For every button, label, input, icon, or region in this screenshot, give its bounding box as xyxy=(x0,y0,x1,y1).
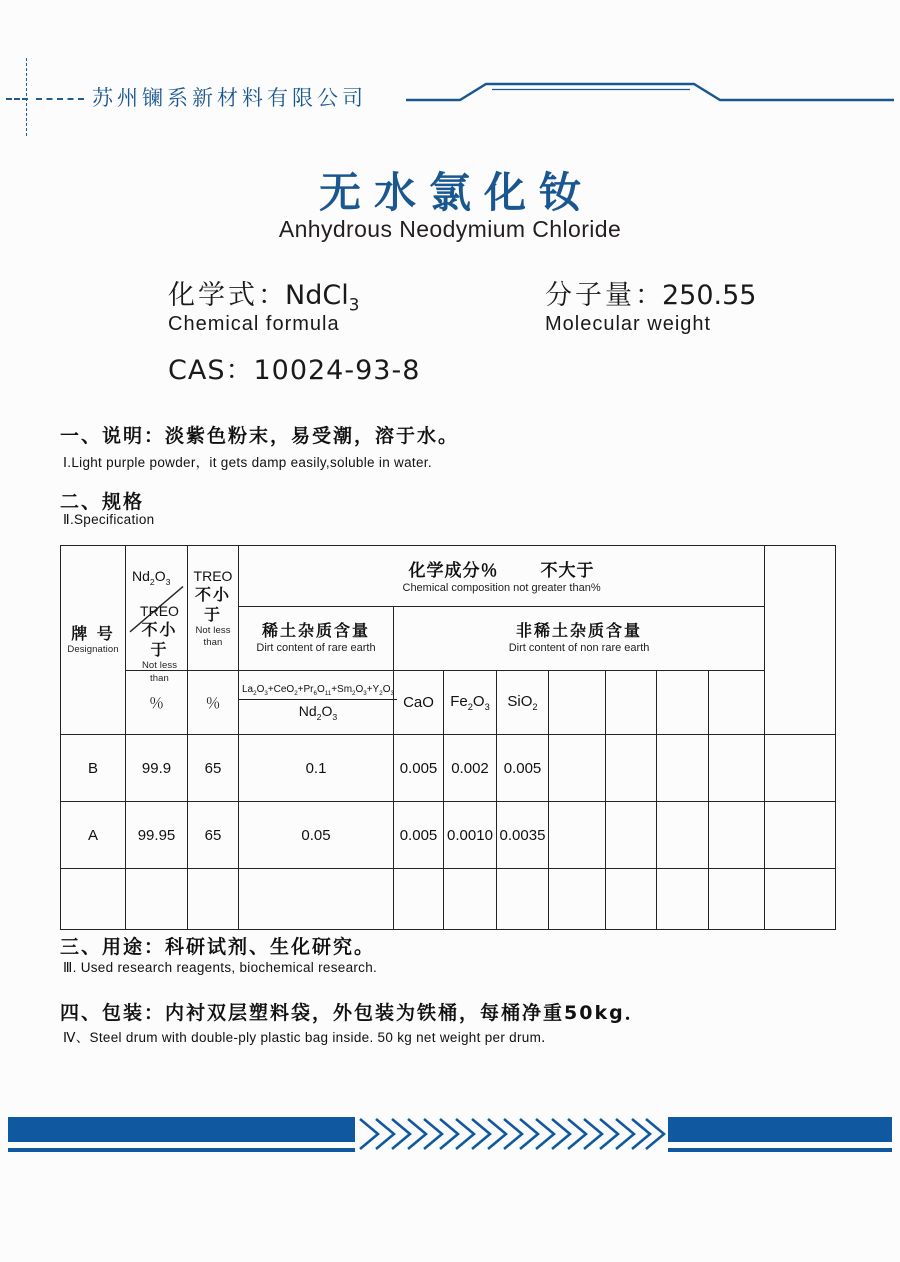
header-percent-col2: ％ xyxy=(126,671,188,735)
header-percent-col3: ％ xyxy=(188,671,239,735)
cell-nd2o3 xyxy=(126,869,188,930)
cell-nd2o3: 99.95 xyxy=(126,802,188,869)
not-less-than-en-col2: Not less than xyxy=(141,660,178,684)
cell-cao xyxy=(394,869,444,930)
header-blank-1 xyxy=(549,671,606,735)
molecular-weight-value: 250.55 xyxy=(662,280,757,311)
chem-composition-cn-a: 化学成分％ xyxy=(408,561,499,582)
header-sio2: SiO$_2$ xyxy=(497,671,549,735)
impurity-fraction xyxy=(239,684,397,722)
cell-grade: B xyxy=(61,735,126,802)
chem-composition-cn-b: 不大于 xyxy=(540,561,595,582)
cell-treo: 65 xyxy=(188,802,239,869)
footer-line-right xyxy=(668,1148,892,1152)
cell-treo xyxy=(188,869,239,930)
section-1-text-en: Ⅰ.Light purple powder，it gets damp easily,soluble in water. xyxy=(63,455,432,470)
treo-denominator-group xyxy=(136,602,183,685)
not-less-than-en-col3: Not less than xyxy=(195,624,231,649)
table-row xyxy=(61,869,836,930)
chemical-formula-value: NdCl$_3$ xyxy=(285,280,360,315)
non-rare-earth-impurity-cn: 非稀土杂质含量 xyxy=(516,621,643,641)
cas-number xyxy=(168,348,420,387)
chemical-formula-label-en: Chemical formula xyxy=(168,313,340,335)
cell-sio2: 0.0035 xyxy=(497,802,549,869)
chem-composition-cn xyxy=(409,561,595,581)
product-title-en: Anhydrous Neodymium Chloride xyxy=(278,216,622,242)
cell-fe2o3: 0.002 xyxy=(444,735,497,802)
specification-table xyxy=(60,545,836,930)
cell-blank-1 xyxy=(549,802,606,869)
decor-horizontal-dash-short xyxy=(6,98,28,100)
mw-colon: ： xyxy=(635,280,662,311)
cell-rare-earth: 0.05 xyxy=(239,802,394,869)
footer-line-left xyxy=(8,1148,355,1152)
header-treo xyxy=(188,546,239,671)
treo-label-col3: TREO xyxy=(193,567,233,584)
cell-blank-4 xyxy=(709,735,765,802)
molecular-weight-cn xyxy=(545,273,756,312)
company-name: 苏州镧系新材料有限公司 xyxy=(92,86,367,110)
cell-cao: 0.005 xyxy=(394,735,444,802)
cell-blank-3 xyxy=(657,869,709,930)
designation-label-en: Designation xyxy=(67,643,119,655)
section-1-heading-cn: 一、说明：淡紫色粉末，易受潮，溶于水。 xyxy=(60,425,460,447)
chemical-formula-cn xyxy=(168,273,359,314)
cell-sio2 xyxy=(497,869,549,930)
decor-horizontal-dash-long xyxy=(36,98,84,100)
cell-blank-5 xyxy=(765,869,836,930)
cell-fe2o3 xyxy=(444,869,497,930)
header-designation xyxy=(61,546,126,735)
colon-sep: ： xyxy=(258,280,285,311)
header-impurity-ratio-fraction xyxy=(239,671,394,735)
molecular-weight-label-cn: 分子量 xyxy=(545,280,635,311)
header-non-rare-earth-impurity xyxy=(394,607,765,671)
cell-fe2o3: 0.0010 xyxy=(444,802,497,869)
rare-earth-impurity-en: Dirt content of rare earth xyxy=(256,642,376,655)
header-blank-last xyxy=(765,546,836,735)
cell-grade xyxy=(61,869,126,930)
cell-blank-4 xyxy=(709,869,765,930)
section-2-text-en: Ⅱ.Specification xyxy=(63,512,155,527)
fraction-numerator: $La_2O_3+CeO_2+Pr_6O_{11}+Sm_2O_3+Y_2O_3$ xyxy=(239,684,397,700)
header-chemical-composition xyxy=(239,546,765,607)
header-rare-earth-impurity xyxy=(239,607,394,671)
cell-treo: 65 xyxy=(188,735,239,802)
footer-bar-right xyxy=(668,1117,892,1142)
cell-grade: A xyxy=(61,802,126,869)
cell-blank-5 xyxy=(765,735,836,802)
header-nd2o3-treo-split xyxy=(126,546,188,684)
fraction-denominator: $Nd_2O_3$ xyxy=(298,702,338,722)
table-row xyxy=(61,802,836,869)
not-less-than-cn-col2: 不小于 xyxy=(141,620,178,660)
section-2-heading-cn: 二、规格 xyxy=(60,491,145,513)
non-rare-earth-impurity-en: Dirt content of non rare earth xyxy=(508,642,650,655)
rare-earth-impurity-cn: 稀土杂质含量 xyxy=(261,621,370,641)
header-blank-3 xyxy=(657,671,709,735)
chem-composition-en: Chemical composition not greater than% xyxy=(402,582,601,595)
cell-blank-2 xyxy=(606,802,657,869)
footer-bar-left xyxy=(8,1117,355,1142)
treo-label: TREO xyxy=(140,603,179,619)
cell-rare-earth xyxy=(239,869,394,930)
header-blank-2 xyxy=(606,671,657,735)
cell-rare-earth: 0.1 xyxy=(239,735,394,802)
header-rule-decoration xyxy=(404,62,896,108)
footer-chevron-arrows-icon xyxy=(358,1113,666,1155)
molecular-weight-label-en: Molecular weight xyxy=(545,313,712,335)
header-fe2o3: $Fe_2O_3$ xyxy=(444,671,497,735)
decor-vertical-dashed-line xyxy=(26,58,27,136)
section-4-heading-cn: 四、包装：内衬双层塑料袋，外包装为铁桶，每桶净重50kg． xyxy=(60,1002,646,1024)
section-3-text-en: Ⅲ. Used research reagents, biochemical research. xyxy=(63,960,378,975)
product-title-cn: 无水氯化钕 xyxy=(318,168,594,217)
chemical-formula-label-cn: 化学式 xyxy=(168,280,258,311)
cell-blank-3 xyxy=(657,802,709,869)
cell-blank-3 xyxy=(657,735,709,802)
header-cao: CaO xyxy=(394,671,444,735)
cas-value: 10024-93-8 xyxy=(253,355,421,386)
cell-blank-1 xyxy=(549,869,606,930)
cell-cao: 0.005 xyxy=(394,802,444,869)
section-4-text-en: Ⅳ、Steel drum with double-ply plastic bag inside. 50 kg net weight per drum． xyxy=(63,1030,555,1045)
cas-label: CAS xyxy=(168,355,226,386)
cell-blank-5 xyxy=(765,802,836,869)
cell-sio2: 0.005 xyxy=(497,735,549,802)
cell-blank-2 xyxy=(606,735,657,802)
cell-nd2o3: 99.9 xyxy=(126,735,188,802)
cell-blank-4 xyxy=(709,802,765,869)
cell-blank-2 xyxy=(606,869,657,930)
not-less-than-cn-col3: 不小于 xyxy=(194,584,231,624)
cell-blank-1 xyxy=(549,735,606,802)
header-blank-4 xyxy=(709,671,765,735)
table-header-row-1 xyxy=(61,546,836,607)
nd2o3-numerator-label: $Nd_2O_3$ xyxy=(132,568,171,587)
table-row xyxy=(61,735,836,802)
cas-colon: ： xyxy=(225,355,254,386)
designation-label-cn: 牌 号 xyxy=(71,623,115,643)
section-3-heading-cn: 三、用途：科研试剂、生化研究。 xyxy=(60,936,376,958)
